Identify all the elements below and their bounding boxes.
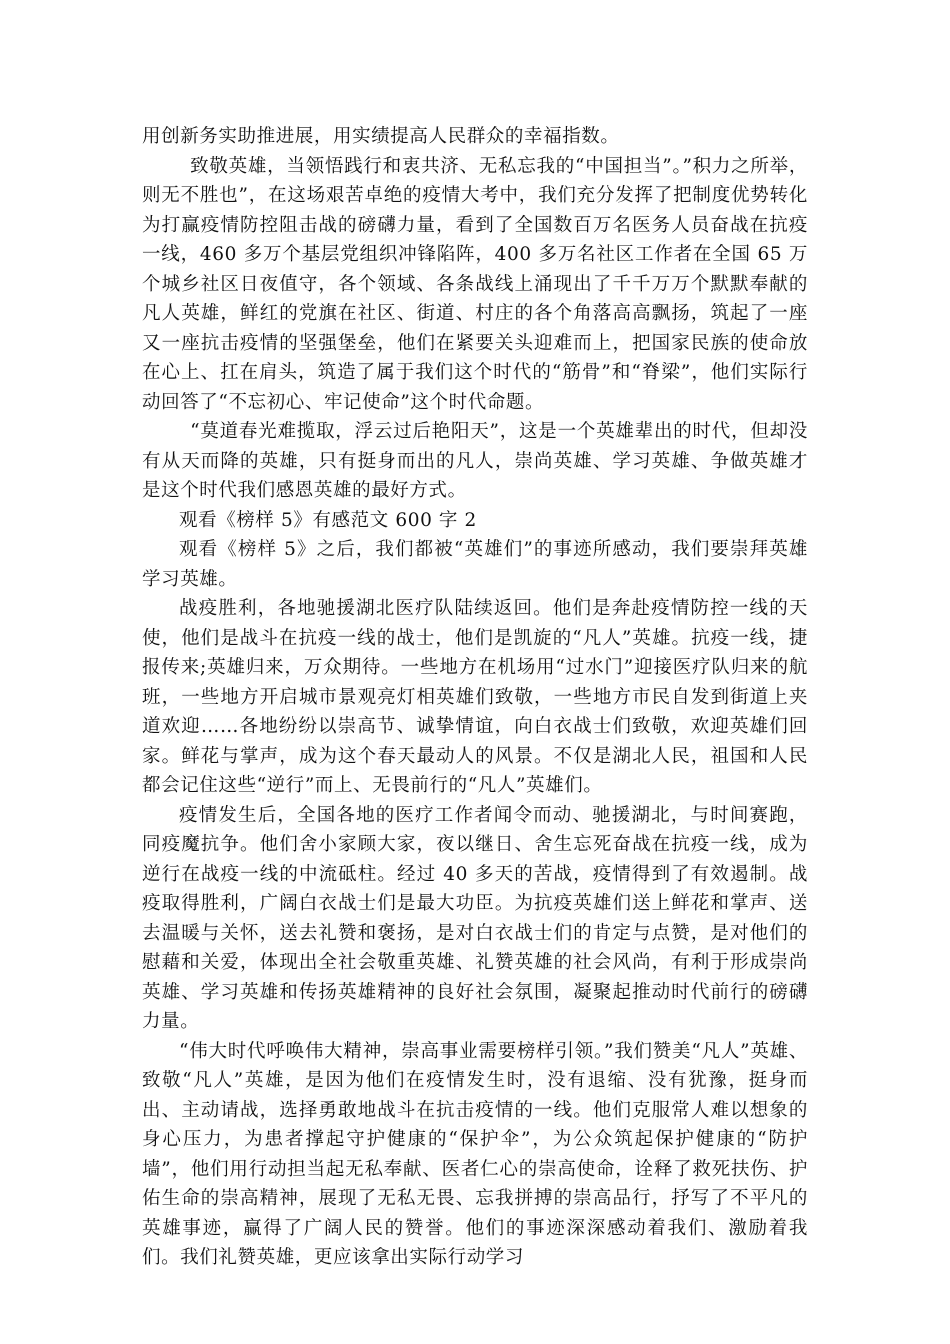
- paragraph-outbreak: 疫情发生后，全国各地的医疗工作者闻令而动、驰援湖北，与时间赛跑，同疫魔抗争。他们舍小家顾大家，夜以继日、舍生忘死奋战在抗疫一线，成为逆行在战疫一线的中流砥柱。经过 40 多天的苦战，疫情得到了有效遏制。战疫取得胜利，广阔白衣战士们是最大功臣。为抗疫英雄们送上鲜花和掌声、送去温暖与关怀，送去礼赞和褒扬，是对白衣战士们的肯定与点赞，是对他们的慰藉和关爱，体现出全社会敬重英雄、礼赞英雄的社会风尚，有利于形成崇尚英雄、学习英雄和传扬英雄精神的良好社会氛围，凝聚起推动时代前行的磅礴力量。: [142, 804, 808, 1032]
- paragraph-after-watching: 观看《榜样 5》之后，我们都被“英雄们”的事迹所感动，我们要崇拜英雄学习英雄。: [142, 539, 809, 590]
- paragraph-continuation: 用创新务实助推进展，用实绩提高人民群众的幸福指数。: [142, 126, 620, 147]
- paragraph-salute-heroes: 致敬英雄，当领悟践行和衷共济、无私忘我的“中国担当”。”积力之所举，则无不胜也”，在这场艰苦卓绝的疫情大考中，我们充分发挥了把制度优势转化为打赢疫情防控阻击战的磅礴力量，看到了全国数百万名医务人员奋战在抗疫一线，460 多万个基层党组织冲锋陷阵，400 多万名社区工作者在全国 65 万个城乡社区日夜值守，各个领域、各条战线上涌现出了千千万万个默默奉献的凡人英雄，鲜红的党旗在社区、街道、村庄的各个角落高高飘扬，筑起了一座又一座抗击疫情的坚强堡垒，他们在紧要关头迎难而上，把国家民族的使命放在心上、扛在肩头，筑造了属于我们这个时代的“筋骨”和“脊梁”，他们实际行动回答了“不忘初心、牢记使命”这个时代命题。: [142, 155, 808, 413]
- document-body: [142, 122, 808, 1273]
- paragraph-victory: 战疫胜利，各地驰援湖北医疗队陆续返回。他们是奔赴疫情防控一线的天使，他们是战斗在抗疫一线的战士，他们是凯旋的“凡人”英雄。抗疫一线，捷报传来;英雄归来，万众期待。一些地方在机场用“过水门”迎接医疗队归来的航班，一些地方开启城市景观亮灯相英雄们致敬，一些地方市民自发到街道上夹道欢迎……各地纷纷以崇高节、诚挚情谊，向白衣战士们致敬，欢迎英雄们回家。鲜花与掌声，成为这个春天最动人的风景。不仅是湖北人民，祖国和人民都会记住这些“逆行”而上、无畏前行的“凡人”英雄们。: [142, 598, 808, 796]
- section-heading: 观看《榜样 5》有感范文 600 字 2: [179, 509, 477, 531]
- paragraph-spring-quote: “莫道春光难揽取，浮云过后艳阳天”，这是一个英雄辈出的时代，但却没有从天而降的英雄，只有挺身而出的凡人，崇尚英雄、学习英雄、争做英雄才是这个时代我们感恩英雄的最好方式。: [142, 421, 808, 501]
- paragraph-great-era: “伟大时代呼唤伟大精神，崇高事业需要榜样引领。”我们赞美“凡人”英雄、致敬“凡人”英雄，是因为他们在疫情发生时，没有退缩、没有犹豫，挺身而出、主动请战，选择勇敢地战斗在抗击疫情的一线。他们克服常人难以想象的身心压力，为患者撑起守护健康的“保护伞”，为公众筑起保护健康的“防护墙”，他们用行动担当起无私奉献、医者仁心的崇高使命，诠释了救死扶伤、护佑生命的崇高精神，展现了无私无畏、忘我拼搏的崇高品行，抒写了不平凡的英雄事迹，赢得了广阔人民的赞誉。他们的事迹深深感动着我们、激励着我们。我们礼赞英雄，更应该拿出实际行动学习: [142, 1040, 808, 1268]
